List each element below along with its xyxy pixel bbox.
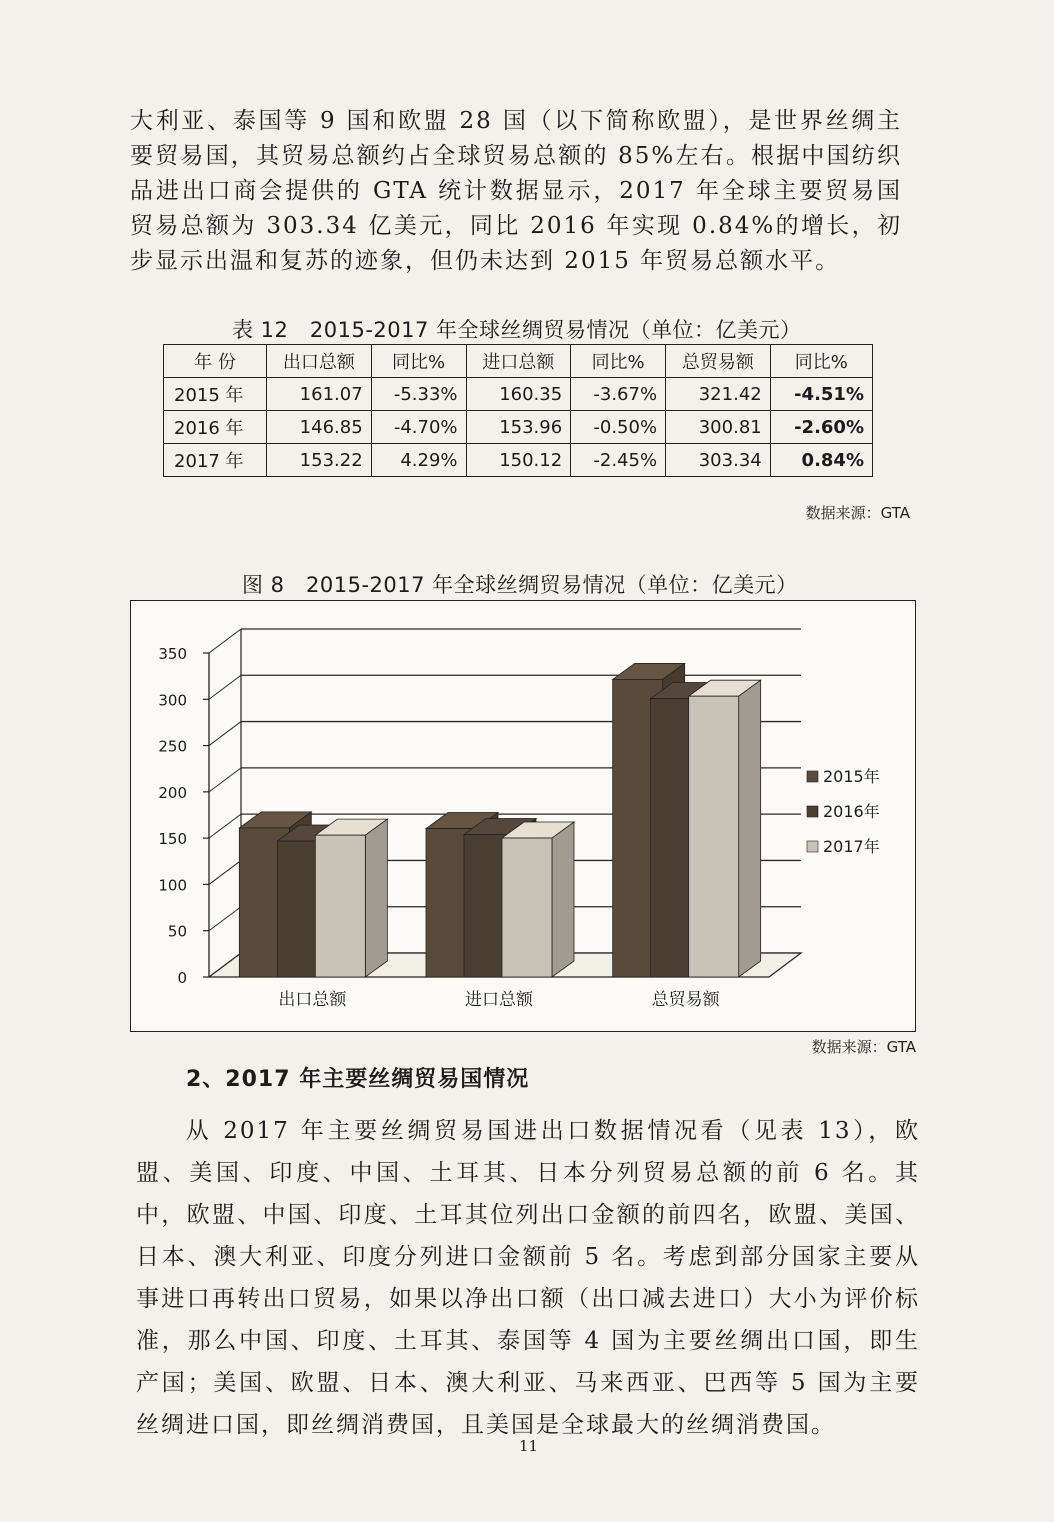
bar <box>315 835 365 977</box>
cell-total: 300.81 <box>666 411 771 444</box>
cell-export-yoy: 4.29% <box>371 444 466 477</box>
legend-swatch <box>807 841 818 852</box>
section-body-text: 从 2017 年主要丝绸贸易国进出口数据情况看（见表 13），欧盟、美国、印度、中国、土耳其、日本分列贸易总额的前 6 名。其中，欧盟、中国、印度、土耳其位列出口金额的前四名，欧盟、美国、日本、澳大利亚、印度分列进口金额前 5 名。考虑到部分国家主要从事进口再转出口贸易，如果以净出口额（出口减去进口）大小为评价标准，那么中国、印度、土耳其、泰国等 4 国为主要丝绸出口国，即生产国；美国、欧盟、日本、澳大利亚、马来西亚、巴西等 5 国为主要丝绸进口国，即丝绸消费国，且美国是全球最大的丝绸消费国。 <box>136 1118 920 1438</box>
y-tick-label: 200 <box>158 783 187 802</box>
header-export: 出口总额 <box>267 345 372 378</box>
table-row <box>164 444 873 477</box>
y-tick-label: 300 <box>158 691 187 710</box>
cell-import-yoy: -3.67% <box>571 378 666 411</box>
gridline-side <box>209 675 241 699</box>
page-number: 11 <box>519 1437 539 1455</box>
y-tick-label: 50 <box>167 922 187 941</box>
y-tick-label: 150 <box>158 830 187 849</box>
x-tick-label: 出口总额 <box>278 990 347 1010</box>
cell-total: 303.34 <box>666 444 771 477</box>
intro-paragraph: 大利亚、泰国等 9 国和欧盟 28 国（以下简称欧盟），是世界丝绸主要贸易国，其贸易总额约占全球贸易总额的 85%左右。根据中国纺织品进出口商会提供的 GTA 统计数据显示，2017 年全球主要贸易国贸易总额为 303.34 亿美元，同比 2016 年实现 0.84%的增长，初步显示出温和复苏的迹象，但仍未达到 2015 年贸易总额水平。 <box>130 108 902 274</box>
cell-year: 2016 年 <box>164 411 267 444</box>
cell-export-yoy: -5.33% <box>371 378 466 411</box>
legend-label: 2016年 <box>823 802 880 821</box>
gridline-side <box>209 722 241 746</box>
bar <box>689 696 739 977</box>
cell-import-yoy: -2.45% <box>571 444 666 477</box>
table-row <box>164 411 873 444</box>
header-total-yoy: 同比% <box>770 345 872 378</box>
x-tick-label: 总贸易额 <box>651 990 720 1010</box>
gridline-side <box>209 629 241 653</box>
gridline-side <box>209 768 241 792</box>
cell-total-yoy: -4.51% <box>770 378 872 411</box>
y-tick-label: 250 <box>158 737 187 756</box>
gridline-side <box>209 814 241 838</box>
legend-swatch <box>807 806 818 817</box>
bar-side <box>365 819 387 977</box>
trade-table <box>163 344 873 477</box>
cell-total: 321.42 <box>666 378 771 411</box>
header-year: 年 份 <box>164 345 267 378</box>
cell-import-yoy: -0.50% <box>571 411 666 444</box>
legend-label: 2017年 <box>823 837 880 856</box>
section-body-paragraph <box>136 1110 920 1446</box>
bar-chart <box>131 601 915 1031</box>
cell-year: 2017 年 <box>164 444 267 477</box>
bar-side <box>552 822 574 977</box>
cell-export: 161.07 <box>267 378 372 411</box>
legend-label: 2015年 <box>823 767 880 786</box>
table-caption: 表 12 2015-2017 年全球丝绸贸易情况（单位：亿美元） <box>232 318 802 342</box>
chart-frame <box>130 600 916 1032</box>
table-row <box>164 378 873 411</box>
bar-side <box>739 680 761 977</box>
figure-source: 数据来源：GTA <box>811 1038 916 1056</box>
y-tick-label: 350 <box>158 645 187 663</box>
cell-total-yoy: 0.84% <box>770 444 872 477</box>
gridline-side <box>209 860 241 884</box>
x-tick-label: 进口总额 <box>465 990 533 1010</box>
cell-import: 150.12 <box>466 444 571 477</box>
table-header-row <box>164 345 873 378</box>
section-heading: 2、2017 年主要丝绸贸易国情况 <box>186 1067 530 1092</box>
cell-total-yoy: -2.60% <box>770 411 872 444</box>
legend-swatch <box>807 771 818 782</box>
gridline-side <box>209 907 241 931</box>
cell-year: 2015 年 <box>164 378 267 411</box>
cell-export-yoy: -4.70% <box>371 411 466 444</box>
figure-caption: 图 8 2015-2017 年全球丝绸贸易情况（单位：亿美元） <box>242 573 798 597</box>
header-import-yoy: 同比% <box>571 345 666 378</box>
bar <box>502 838 552 977</box>
header-export-yoy: 同比% <box>371 345 466 378</box>
y-tick-label: 100 <box>158 876 187 895</box>
header-total: 总贸易额 <box>666 345 771 378</box>
cell-export: 146.85 <box>267 411 372 444</box>
header-import: 进口总额 <box>466 345 571 378</box>
cell-import: 160.35 <box>466 378 571 411</box>
table-source: 数据来源：GTA <box>805 504 910 522</box>
cell-import: 153.96 <box>466 411 571 444</box>
y-tick-label: 0 <box>177 969 187 987</box>
cell-export: 153.22 <box>267 444 372 477</box>
